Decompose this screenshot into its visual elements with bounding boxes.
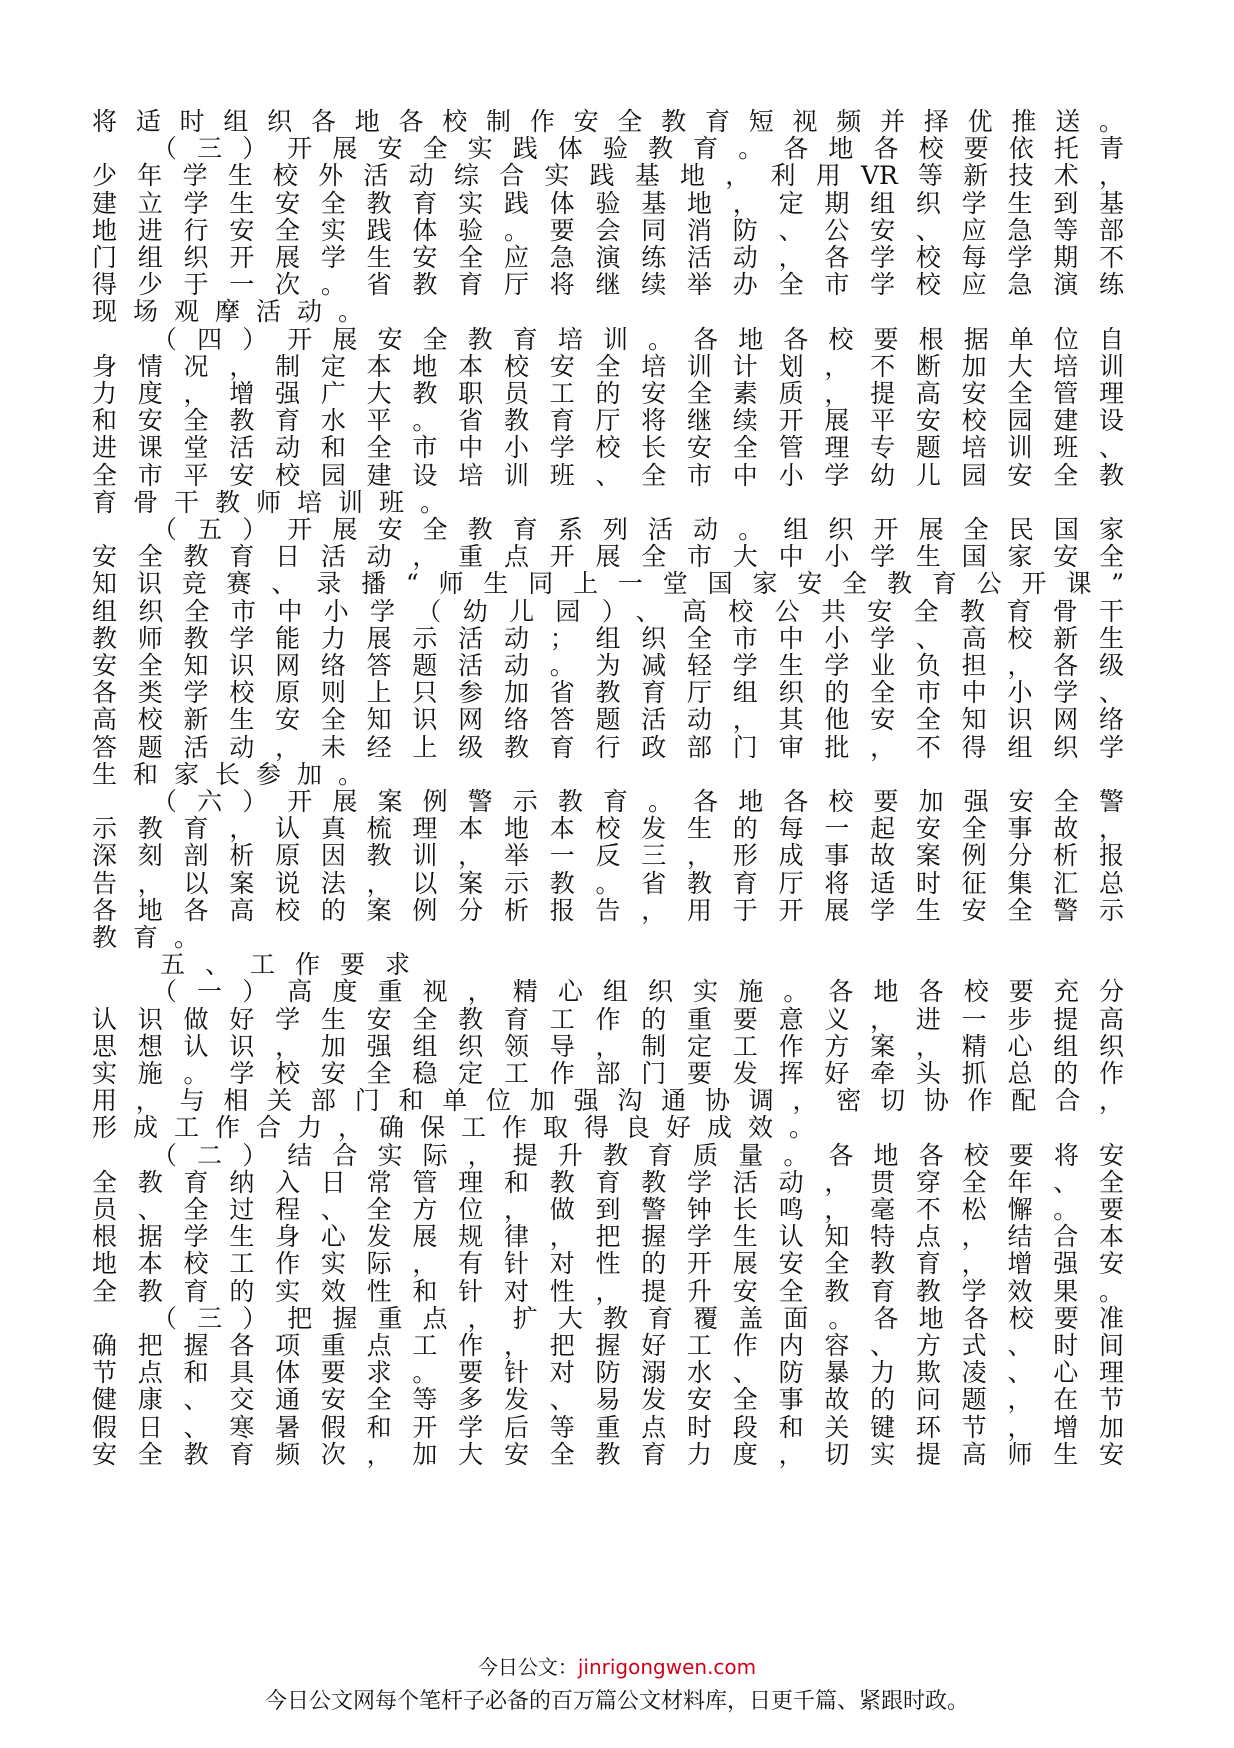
body-line: 身情况，制定本地本校安全培训计划，不断加大培训 [92, 351, 1124, 381]
footer-site-line [0, 1654, 1234, 1680]
body-line: 告，以案说法，以案示教。省教育厅将适时征集汇总 [92, 868, 1124, 898]
body-line: 答题活动，未经上级教育行政部门审批，不得组织学 [92, 732, 1124, 762]
body-line: 知识竞赛、录播“师生同上一堂国家安全教育公开课” [92, 569, 1124, 599]
body-line: 教师教学能力展示活动；组织全市中小学、高校新生 [92, 623, 1124, 653]
body-line: 全教育的实效性和针对性，提升安全教育教学效果。 [92, 1276, 1124, 1306]
body-line: 思想认识，加强组织领导，制定工作方案，精心组织 [92, 1031, 1124, 1061]
body-line: 现场观摩活动。 [92, 297, 380, 327]
body-line: 门组织开展学生安全应急演练活动，各学校每学期不 [92, 243, 1124, 272]
footer-site-domain[interactable]: jinrigongwen.com [577, 1655, 757, 1679]
body-line: 进课堂活动和全市中小学校长安全管理专题培训班、 [92, 433, 1124, 463]
body-line: 力度，增强广大教职员工的安全素质，提高安全管理 [92, 379, 1124, 408]
body-line: 少年学生校外活动综合实践基地，利用VR等新技术， [92, 161, 1124, 191]
footer-site-label: 今日公文： [477, 1655, 578, 1679]
body-line: （三）把握重点，扩大教育覆盖面。各地各校要准 [152, 1303, 1124, 1333]
body-line: 将适时组织各地各校制作安全教育短视频并择优推送。 [92, 107, 1124, 136]
body-line: 员、全过程、全方位，做到警钟长鸣，毫不松懈。要 [92, 1195, 1124, 1224]
body-line: 和安全教育水平。省教育厅将继续开展平安校园建设 [92, 406, 1124, 436]
body-line: 全教育纳入日常管理和教育教学活动，贯穿全年、全 [92, 1167, 1124, 1197]
footer-tagline: 今日公文网每个笔杆子必备的百万篇公文材料库，日更千篇、紧跟时政。 [264, 1689, 969, 1714]
body-line: 健康、交通安全等多发、易发安全事故的问题，在节 [92, 1385, 1124, 1415]
body-line: 用，与相关部门和单位加强沟通协调，密切协作配合， [92, 1086, 1124, 1116]
body-line: 组织全市中小学（幼儿园）、高校公共安全教育骨干 [92, 596, 1124, 626]
body-line: 全市平安校园建设培训班、全市中小学幼儿园安全教 [92, 460, 1124, 490]
body-line: 生和家长参加。 [92, 759, 380, 789]
body-line: 节点和具体要求。要针对防溺水、防暴力欺凌、心理 [92, 1358, 1124, 1388]
body-line: 根据学生身心发展规律，把握学生认知特点，结合本 [92, 1222, 1124, 1252]
body-line: 得少于一次。省教育厅将继续举办全市学校应急演练 [92, 270, 1124, 300]
body-line: 高校新生安全知识网络答题活动，其他安全知识网络 [92, 705, 1124, 735]
section-heading: 五、工作要求 [160, 950, 431, 980]
body-line: 确把握各项重点工作，把握好工作内容、方式、时间 [92, 1331, 1124, 1360]
body-line: 假日、寒暑假和开学后等重点时段和关键环节，增加 [92, 1412, 1124, 1442]
body-line: （四）开展安全教育培训。各地各校要根据单位自 [152, 324, 1124, 354]
body-line: （五）开展安全教育系列活动。组织开展全民国家 [152, 515, 1124, 544]
body-line: （六）开展案例警示教育。各地各校要加强安全警 [152, 787, 1124, 816]
body-line: （二）结合实际，提升教育质量。各地各校要将安 [152, 1140, 1124, 1170]
body-line: （一）高度重视，精心组织实施。各地各校要充分 [152, 977, 1124, 1007]
body-line: 深刻剖析原因教训，举一反三，形成事故案例分析报 [92, 841, 1124, 871]
body-line: 育骨干教师培训班。 [92, 487, 462, 517]
body-line: 示教育，认真梳理本地本校发生的每一起安全事故， [92, 814, 1124, 844]
body-line: （三）开展安全实践体验教育。各地各校要依托青 [152, 134, 1124, 164]
body-line: 实施。学校安全稳定工作部门要发挥好牵头抓总的作 [92, 1059, 1124, 1088]
body-line: 各类学校原则上只参加省教育厅组织的全市中小学、 [92, 678, 1124, 708]
body-line: 安全教育频次，加大安全教育力度，切实提高师生安 [92, 1439, 1124, 1469]
body-line: 地本校工作实际，有针对性的开展安全教育，增强安 [92, 1249, 1124, 1279]
body-line: 安全知识网络答题活动。为减轻学生学业负担，各级 [92, 651, 1124, 680]
body-line: 安全教育日活动，重点开展全市大中小学生国家安全 [92, 542, 1124, 572]
body-line: 形成工作合力，确保工作取得良好成效。 [92, 1113, 831, 1143]
body-line: 教育。 [92, 923, 216, 952]
body-line: 认识做好学生安全教育工作的重要意义，进一步提高 [92, 1004, 1124, 1034]
body-line: 建立学生安全教育实践体验基地，定期组织学生到基 [92, 188, 1124, 218]
body-line: 各地各高校的案例分析报告，用于开展学生安全警示 [92, 895, 1124, 925]
body-line: 地进行安全实践体验。要会同消防、公安、应急等部 [92, 215, 1124, 245]
